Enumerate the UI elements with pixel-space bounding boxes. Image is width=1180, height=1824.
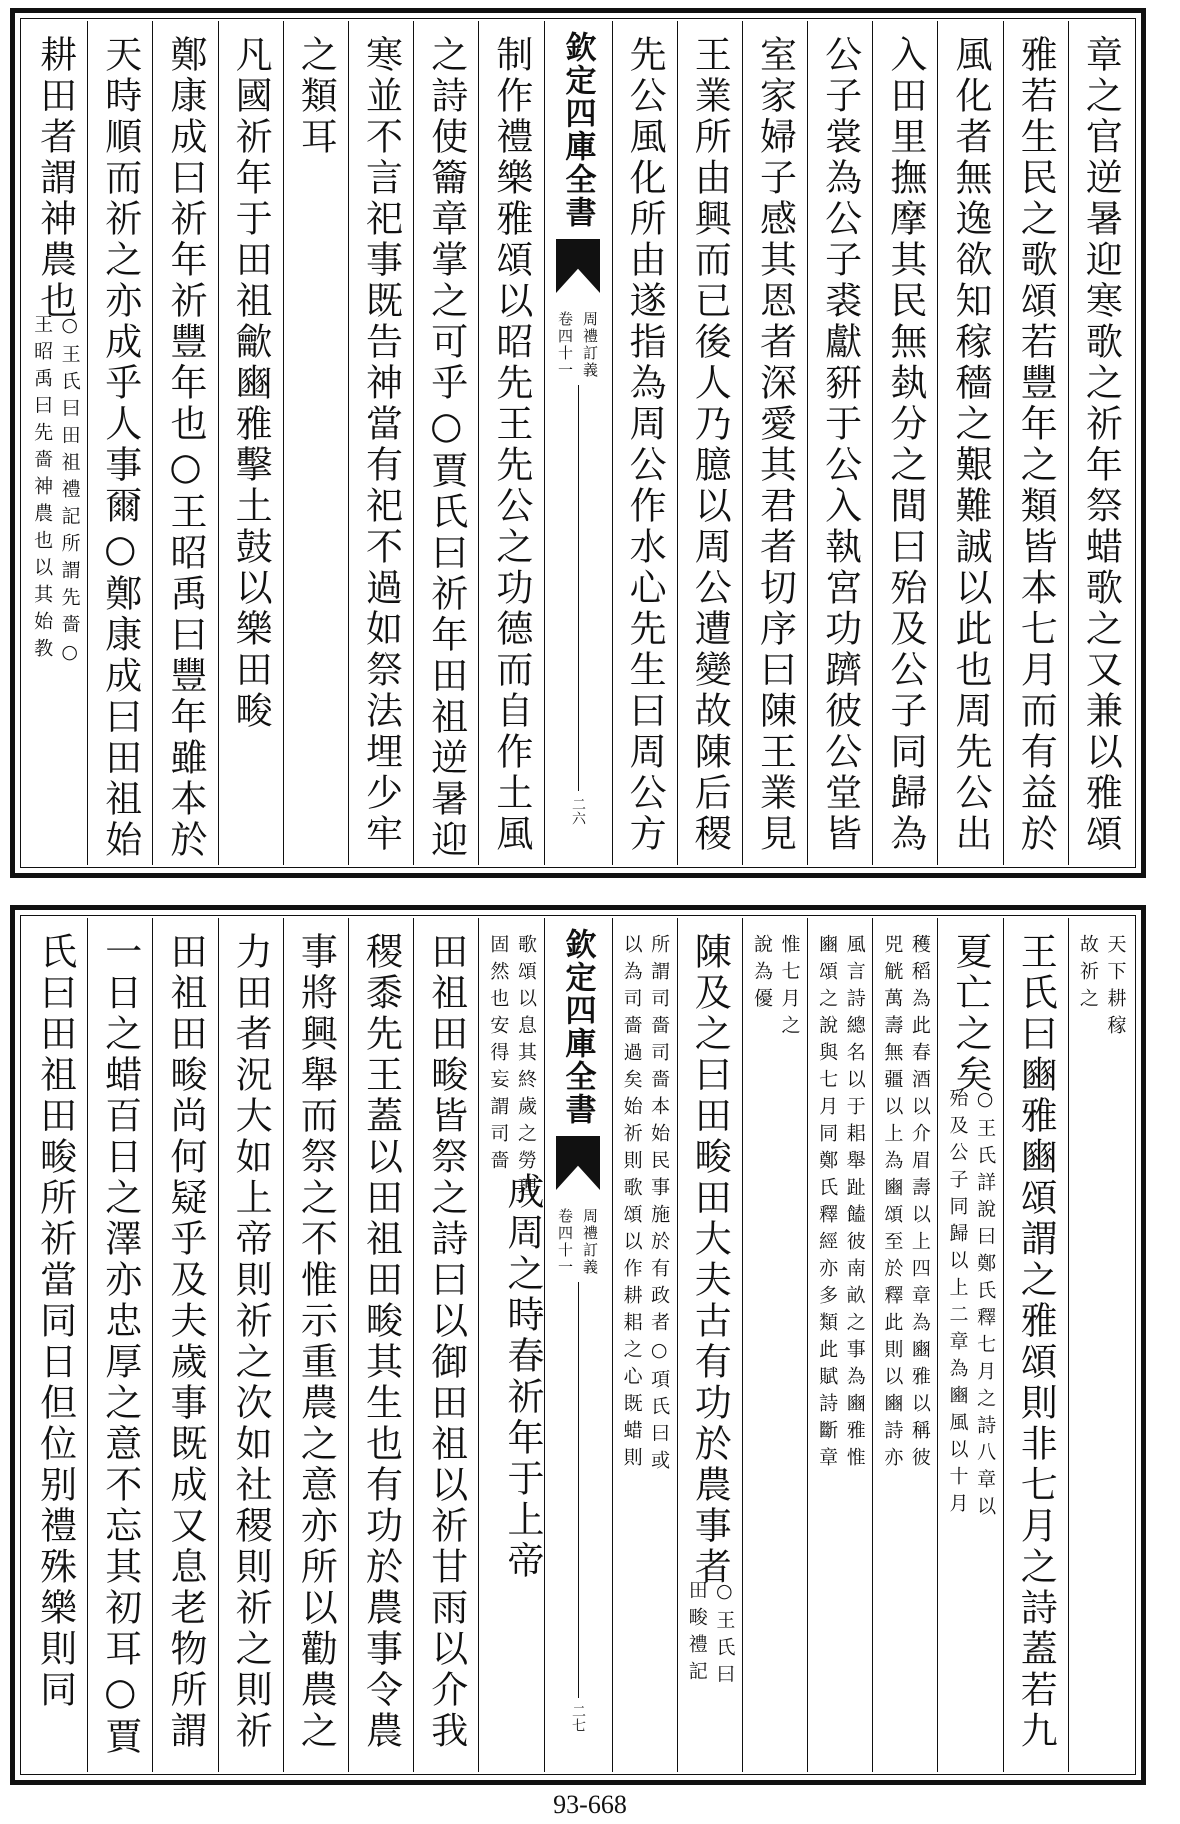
top-col-3-text: 風化者無逸欲知稼穡之艱難誠以此也周先公出 — [949, 35, 993, 855]
bottom-col-15-text: 一日之蜡百日之澤亦忠厚之意不忘其初耳○賈 — [98, 932, 142, 1758]
bottom-col-16-text: 氏曰田祖田畯所祈當同日但位别禮殊樂則同 — [33, 932, 77, 1711]
bottom-col-8 — [612, 918, 677, 1772]
bottom-extra-text: 成周之時春祈年于上帝 — [501, 1172, 544, 1582]
top-col-7-text: 王業所由興而已後人乃臆以周公遭變故陳后稷 — [688, 35, 732, 855]
bottom-col-12-text: 事將興舉而祭之不惟示重農之意亦所以勸農之 — [294, 932, 338, 1752]
bottom-col-16 — [23, 918, 87, 1772]
top-col-8-text: 先公風化所由遂指為周公作水心先生曰周公方 — [623, 35, 667, 855]
bottom-fishtail-mark — [556, 1136, 600, 1190]
top-col-16-note-left: 王昭禹曰先嗇神農也以其始教 — [31, 314, 54, 665]
bottom-col-15 — [87, 918, 152, 1772]
bottom-leaf — [10, 905, 1146, 1785]
bottom-col-4-note-left: 兕觥萬壽無疆以上為豳頌至於釋此則以豳詩亦 — [881, 934, 904, 1474]
bottom-col-14-text: 田祖田畯尚何疑乎及夫歲事既成又息老物所謂 — [163, 932, 207, 1752]
top-spine-title: 欽定四庫全書 — [559, 31, 596, 229]
bottom-col-8-note-left: 以為司嗇過矣始祈則歌頌以作耕耜之心既蜡則 — [620, 934, 643, 1474]
bottom-col-4 — [872, 918, 937, 1772]
bottom-col-14 — [152, 918, 217, 1772]
bottom-col-6-note-right: 惟七月之 — [778, 934, 801, 1042]
bottom-col-5 — [807, 918, 872, 1772]
bottom-spine-book: 周禮訂義 — [581, 1208, 599, 1276]
top-col-4-text: 入田里撫摩其民無埶分之間曰殆及公子同歸為 — [883, 35, 927, 855]
bottom-col-6 — [742, 918, 807, 1772]
top-col-8 — [612, 21, 677, 865]
top-col-10-text: 之詩使籥章掌之可乎○賈氏曰祈年田祖逆暑迎 — [424, 35, 468, 861]
bottom-col-4-note-right: 穫稻為此春酒以介眉壽以上四章為豳雅以稱彼 — [908, 934, 931, 1474]
bottom-col-9-note-right: 歌頌以息其終歲之勞理 — [514, 934, 537, 1204]
top-col-7 — [677, 21, 742, 865]
bottom-col-2 — [1003, 918, 1068, 1772]
folio-number: 93-668 — [553, 1790, 627, 1819]
top-spine-page: 二六 — [570, 797, 586, 825]
top-col-4 — [872, 21, 937, 865]
top-col-16-note-right: ○王氏曰田祖禮記所謂先嗇○ — [58, 314, 81, 671]
top-leaf-columns — [23, 21, 1133, 865]
top-col-5-text: 公子裳為公子裘獻豣于公入執宮功躋彼公堂皆 — [818, 35, 862, 855]
bottom-col-3-text: 夏亡之矣 — [949, 932, 993, 1096]
bottom-col-3-note-right: ○王氏詳說曰鄭氏釋七月之詩八章以 — [974, 1088, 997, 1523]
bottom-col-1-note-right: 天下耕稼 — [1104, 934, 1127, 1042]
bottom-col-5-note-left: 豳頌之說與七月同鄭氏釋經亦多類此賦詩斷章 — [816, 934, 839, 1474]
bottom-spine-page: 二七 — [570, 1704, 586, 1732]
top-col-12-text: 之類耳 — [294, 35, 338, 158]
bottom-col-13-text: 力田者況大如上帝則祈之次如社稷則祈之則祈 — [229, 932, 273, 1752]
top-col-9 — [478, 21, 543, 865]
top-col-15 — [87, 21, 152, 865]
bottom-col-1 — [1068, 918, 1133, 1772]
top-leaf — [10, 8, 1146, 878]
bottom-col-7-note-left: 田畯禮記 — [685, 1580, 708, 1688]
bottom-col-1-note-left: 故祈之 — [1076, 934, 1099, 1015]
bottom-col-9-note-left: 固然也安得妄謂司嗇 — [487, 934, 510, 1177]
top-col-10 — [413, 21, 478, 865]
top-col-6-text: 室家婦子感其恩者深愛其君者切序曰陳王業見 — [753, 35, 797, 855]
bottom-col-3 — [937, 918, 1002, 1772]
top-spine-volume: 卷四十一 — [556, 311, 574, 379]
top-col-11 — [348, 21, 413, 865]
bottom-col-10-text: 田祖田畯皆祭之詩曰以御田祖以祈甘雨以介我 — [424, 932, 468, 1752]
top-col-13-text: 凡國祈年于田祖龡豳雅擊土鼓以樂田畯 — [229, 35, 273, 732]
top-spine-book: 周禮訂義 — [581, 311, 599, 379]
top-fishtail-mark — [556, 239, 600, 293]
top-col-13 — [218, 21, 283, 865]
top-col-14 — [152, 21, 217, 865]
bottom-col-11 — [348, 918, 413, 1772]
top-col-2-text: 雅若生民之歌頌若豐年之類皆本七月而有益於 — [1014, 35, 1058, 855]
top-col-15-text: 天時順而祈之亦成乎人事爾○鄭康成曰田祖始 — [98, 35, 142, 861]
top-col-6 — [742, 21, 807, 865]
bottom-col-3-note-left: 殆及公子同歸以上二章為豳風以十月 — [946, 1088, 969, 1520]
bottom-col-5-note-right: 風言詩總名以于耜舉趾饁彼南畝之事為豳雅惟 — [843, 934, 866, 1474]
bottom-col-6-note-left: 說為優 — [750, 934, 773, 1015]
top-spine — [544, 21, 612, 865]
bottom-col-2-text: 王氏曰豳雅豳頌謂之雅頌則非七月之詩蓋若九 — [1014, 932, 1058, 1752]
bottom-col-10 — [413, 918, 478, 1772]
bottom-col-11-text: 稷黍先王蓋以田祖田畯其生也有功於農事令農 — [359, 932, 403, 1752]
top-col-12 — [283, 21, 348, 865]
bottom-spine-volume: 卷四十一 — [556, 1208, 574, 1276]
bottom-spine — [544, 918, 612, 1772]
top-col-1 — [1068, 21, 1133, 865]
top-col-3 — [937, 21, 1002, 865]
top-col-2 — [1003, 21, 1068, 865]
bottom-col-7-text: 陳及之曰田畯田大夫古有功於農事者 — [688, 932, 732, 1588]
bottom-col-7 — [677, 918, 742, 1772]
top-col-1-text: 章之官逆暑迎寒歌之祈年祭蜡歌之又兼以雅頌 — [1079, 35, 1123, 855]
top-col-14-text: 鄭康成曰祈年祈豐年也○王昭禹曰豐年雖本於 — [163, 35, 207, 861]
top-col-5 — [807, 21, 872, 865]
bottom-spine-title: 欽定四庫全書 — [559, 928, 596, 1126]
bottom-col-13 — [218, 918, 283, 1772]
top-col-11-text: 寒並不言祀事既告神當有祀不過如祭法埋少牢 — [359, 35, 403, 855]
bottom-col-8-note-right: 所謂司嗇司嗇本始民事施於有政者○項氏曰或 — [648, 934, 671, 1477]
top-col-9-text: 制作禮樂雅頌以昭先王先公之功德而自作土風 — [489, 35, 533, 855]
bottom-leaf-columns — [23, 918, 1133, 1772]
top-col-16 — [23, 21, 87, 865]
bottom-col-7-note-right: ○王氏曰 — [713, 1580, 736, 1691]
top-col-16-text: 耕田者謂神農也 — [33, 35, 77, 322]
bottom-col-12 — [283, 918, 348, 1772]
